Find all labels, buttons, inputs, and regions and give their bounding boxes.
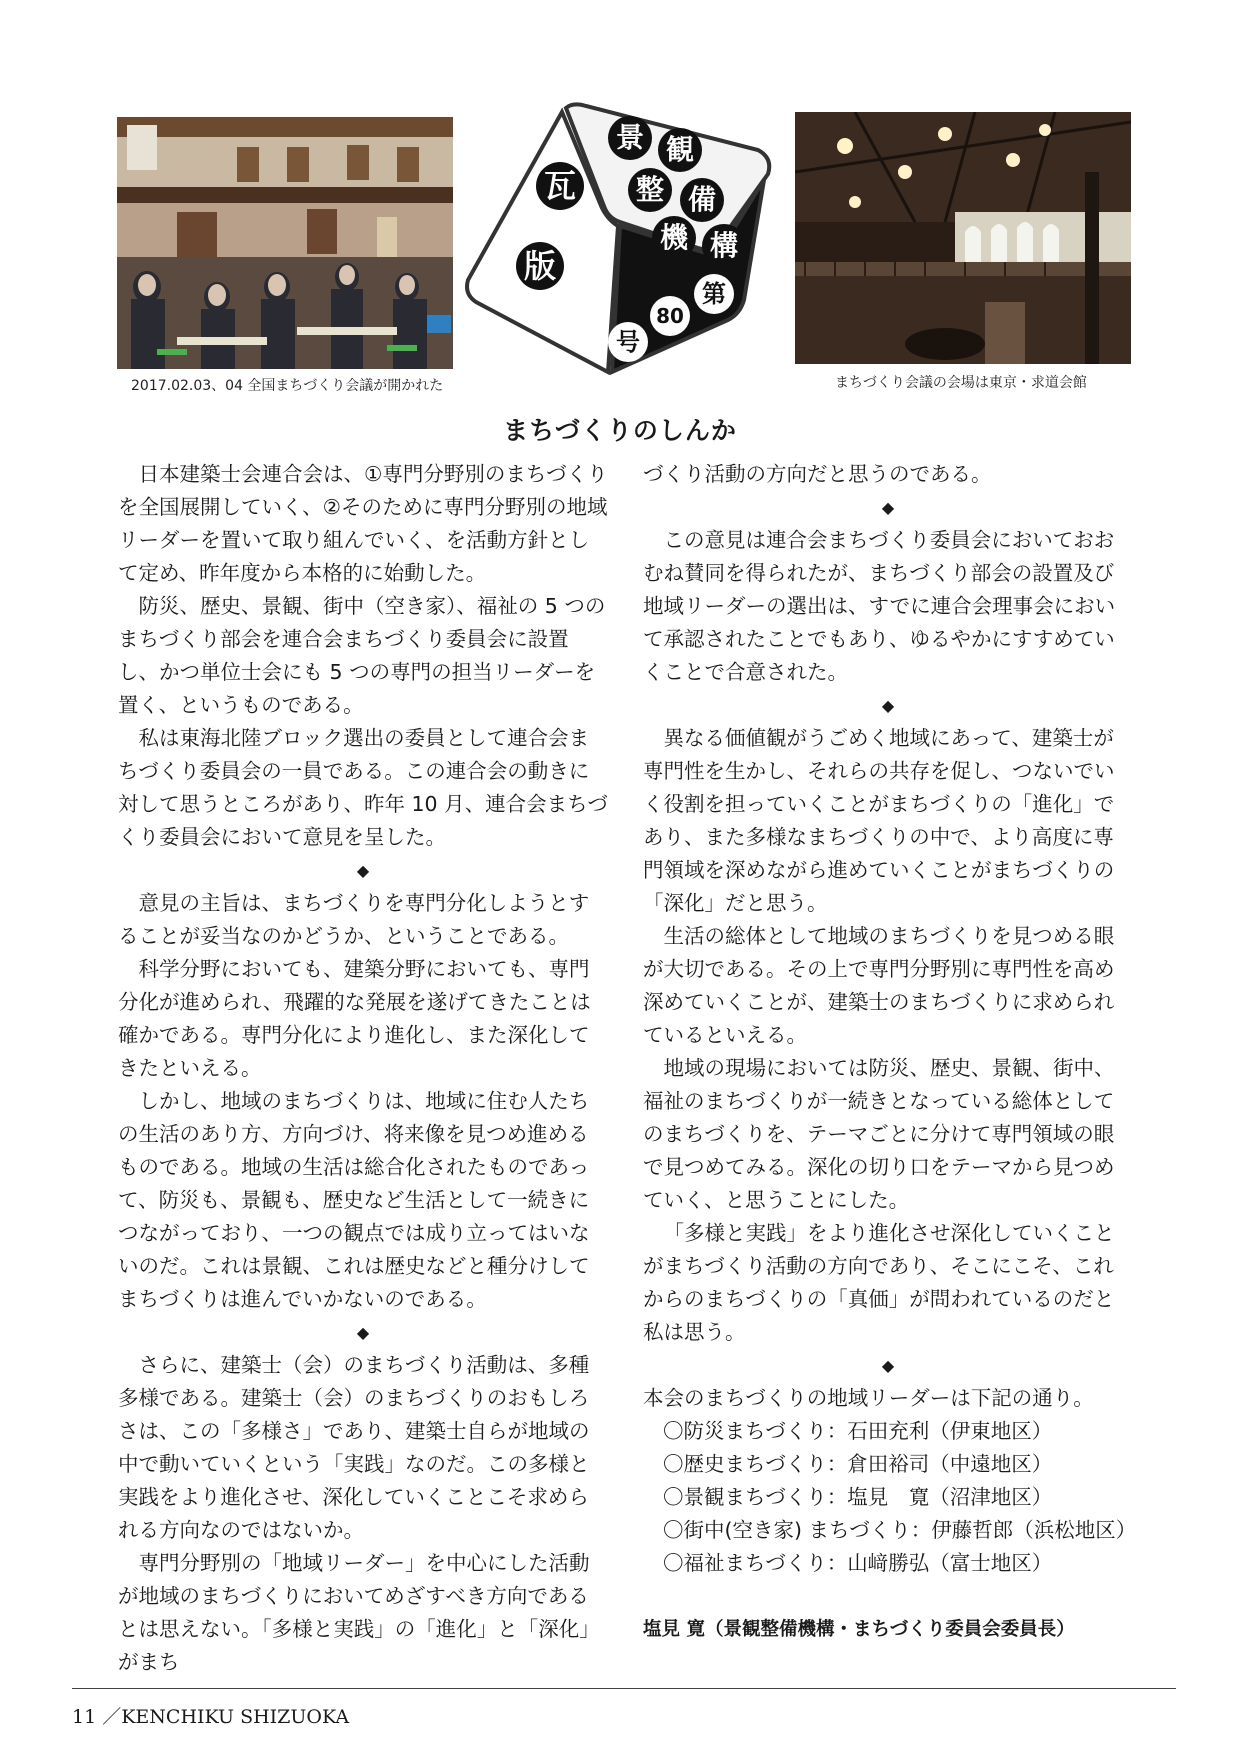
- paragraph: 科学分野においても、建築分野においても、専門分化が進められ、飛躍的な発展を遂げてきたことは確かである。専門分化により進化し、また深化してきたといえる。: [118, 957, 591, 1080]
- paragraph: 意見の主旨は、まちづくりを専門分化しようとすることが妥当なのかどうか、ということである。: [118, 891, 590, 948]
- paragraph: 地域の現場においては防災、歴史、景観、街中、福祉のまちづくりが一続きとなっている総体としてのまちづくりを、テーマごとに分けて専門領域の眼で見つめてみる。深化の切り口をテーマから見つめていく、と思うことにした。: [643, 1056, 1115, 1212]
- leader-list-item: 〇福祉まちづくり：山﨑勝弘（富士地区）: [663, 1551, 1053, 1575]
- paragraph: 生活の総体として地域のまちづくりを見つめる眼が大切である。その上で専門分野別に専門性を高め深めていくことが、建築士のまちづくりに求められているといえる。: [643, 924, 1115, 1047]
- section-divider: ◆: [356, 861, 370, 880]
- footer-rule: [72, 1688, 1176, 1689]
- logo-char-kei: 景: [608, 116, 652, 160]
- paragraph: 日本建築士会連合会は、①専門分野別のまちづくりを全国展開していく、②そのために専門分野別の地域リーダーを置いて取り組んでいく、を活動方針として定め、昨年度から本格的に始動した。: [118, 462, 608, 585]
- logo-char-kawara: 瓦: [536, 162, 584, 210]
- logo-char-gou: 号: [608, 322, 648, 362]
- logo-char-ban: 版: [516, 242, 564, 290]
- logo-char-dai: 第: [694, 274, 734, 314]
- author-signature: 塩見 寛（景観整備機構・まちづくり委員会委員長）: [643, 1619, 1075, 1640]
- section-divider: ◆: [356, 1323, 370, 1342]
- paragraph: しかし、地域のまちづくりは、地域に住む人たちの生活のあり方、方向づけ、将来像を見つめ進めるものである。地域の生活は総合化されたものであって、防災も、景観も、歴史など生活として一続きにつながっており、一つの観点では成り立ってはいないのだ。これは景観、これは歴史などと種分けしてまちづくりは進んでいかないのである。: [118, 1089, 590, 1311]
- leader-list-item: 〇街中(空き家) まちづくり：伊藤哲郎（浜松地区）: [663, 1518, 1137, 1542]
- logo-char-kou: 構: [702, 224, 746, 268]
- paragraph: 異なる価値観がうごめく地域にあって、建築士が専門性を生かし、それらの共存を促し、つないでいく役割を担っていくことがまちづくりの「進化」であり、また多様なまちづくりの中で、より高度に専門領域を深めながら進めていくことがまちづくりの「深化」だと思う。: [643, 726, 1115, 915]
- section-divider: ◆: [881, 1356, 895, 1375]
- paragraph: 「多様と実践」をより進化させ深化していくことがまちづくり活動の方向であり、そこにこそ、これからのまちづくりの「真価」が問われているのだと私は思う。: [643, 1221, 1115, 1344]
- leader-list-item: 〇景観まちづくり：塩見 寛（沼津地区）: [663, 1485, 1053, 1509]
- right-photo-caption: まちづくり会議の会場は東京・求道会館: [835, 375, 1087, 391]
- paragraph: づくり活動の方向だと思うのである。: [643, 462, 992, 486]
- conference-photo: [117, 117, 453, 369]
- page-footer: 11 ／KENCHIKU SHIZUOKA: [72, 1706, 350, 1728]
- left-photo-caption: 2017.02.03、04 全国まちづくり会議が開かれた: [131, 378, 444, 394]
- paragraph: 私は東海北陸ブロック選出の委員として連合会まちづくり委員会の一員である。この連合会の動きに対して思うところがあり、昨年 10 月、連合会まちづくり委員会において意見を呈した。: [118, 726, 608, 849]
- logo-char-ki: 機: [652, 216, 696, 260]
- paragraph: 本会のまちづくりの地域リーダーは下記の通り。: [643, 1386, 1094, 1410]
- paragraph: 防災、歴史、景観、街中（空き家）、福祉の 5 つのまちづくり部会を連合会まちづくり委員会に設置し、かつ単位士会にも 5 つの専門の担当リーダーを置く、というものである。: [118, 594, 606, 717]
- paragraph: 専門分野別の「地域リーダー」を中心にした活動が地域のまちづくりにおいてめざすべき方向であるとは思えない。「多様と実践」の「進化」と「深化」がまち: [118, 1551, 600, 1674]
- section-divider: ◆: [881, 498, 895, 517]
- paragraph: この意見は連合会まちづくり委員会においておおむね賛同を得られたが、まちづくり部会の設置及び地域リーダーの選出は、すでに連合会理事会において承認されたことでもあり、ゆるやかにすすめていくことで合意された。: [643, 528, 1116, 684]
- logo-char-bi: 備: [680, 178, 724, 222]
- article-column-right: [643, 458, 1137, 1646]
- section-divider: ◆: [881, 696, 895, 715]
- leader-list-item: 〇歴史まちづくり：倉田裕司（中遠地区）: [663, 1452, 1053, 1476]
- logo-char-sei: 整: [628, 168, 672, 212]
- logo-char-kan: 観: [658, 128, 702, 172]
- venue-photo: [795, 112, 1131, 364]
- logo-issue-number: 80: [650, 296, 690, 336]
- article-title: まちづくりのしんか: [503, 416, 737, 445]
- kawaraban-logo: [458, 102, 778, 380]
- paragraph: さらに、建築士（会）のまちづくり活動は、多種多様である。建築士（会）のまちづくりのおもしろさは、この「多様さ」であり、建築士自らが地域の中で動いていくという「実践」なのだ。この多様と実践をより進化させ、深化していくことこそ求められる方向なのではないか。: [118, 1353, 590, 1542]
- leader-list-item: 〇防災まちづくり：石田充利（伊東地区）: [663, 1419, 1053, 1443]
- article-column-left: [118, 458, 608, 1679]
